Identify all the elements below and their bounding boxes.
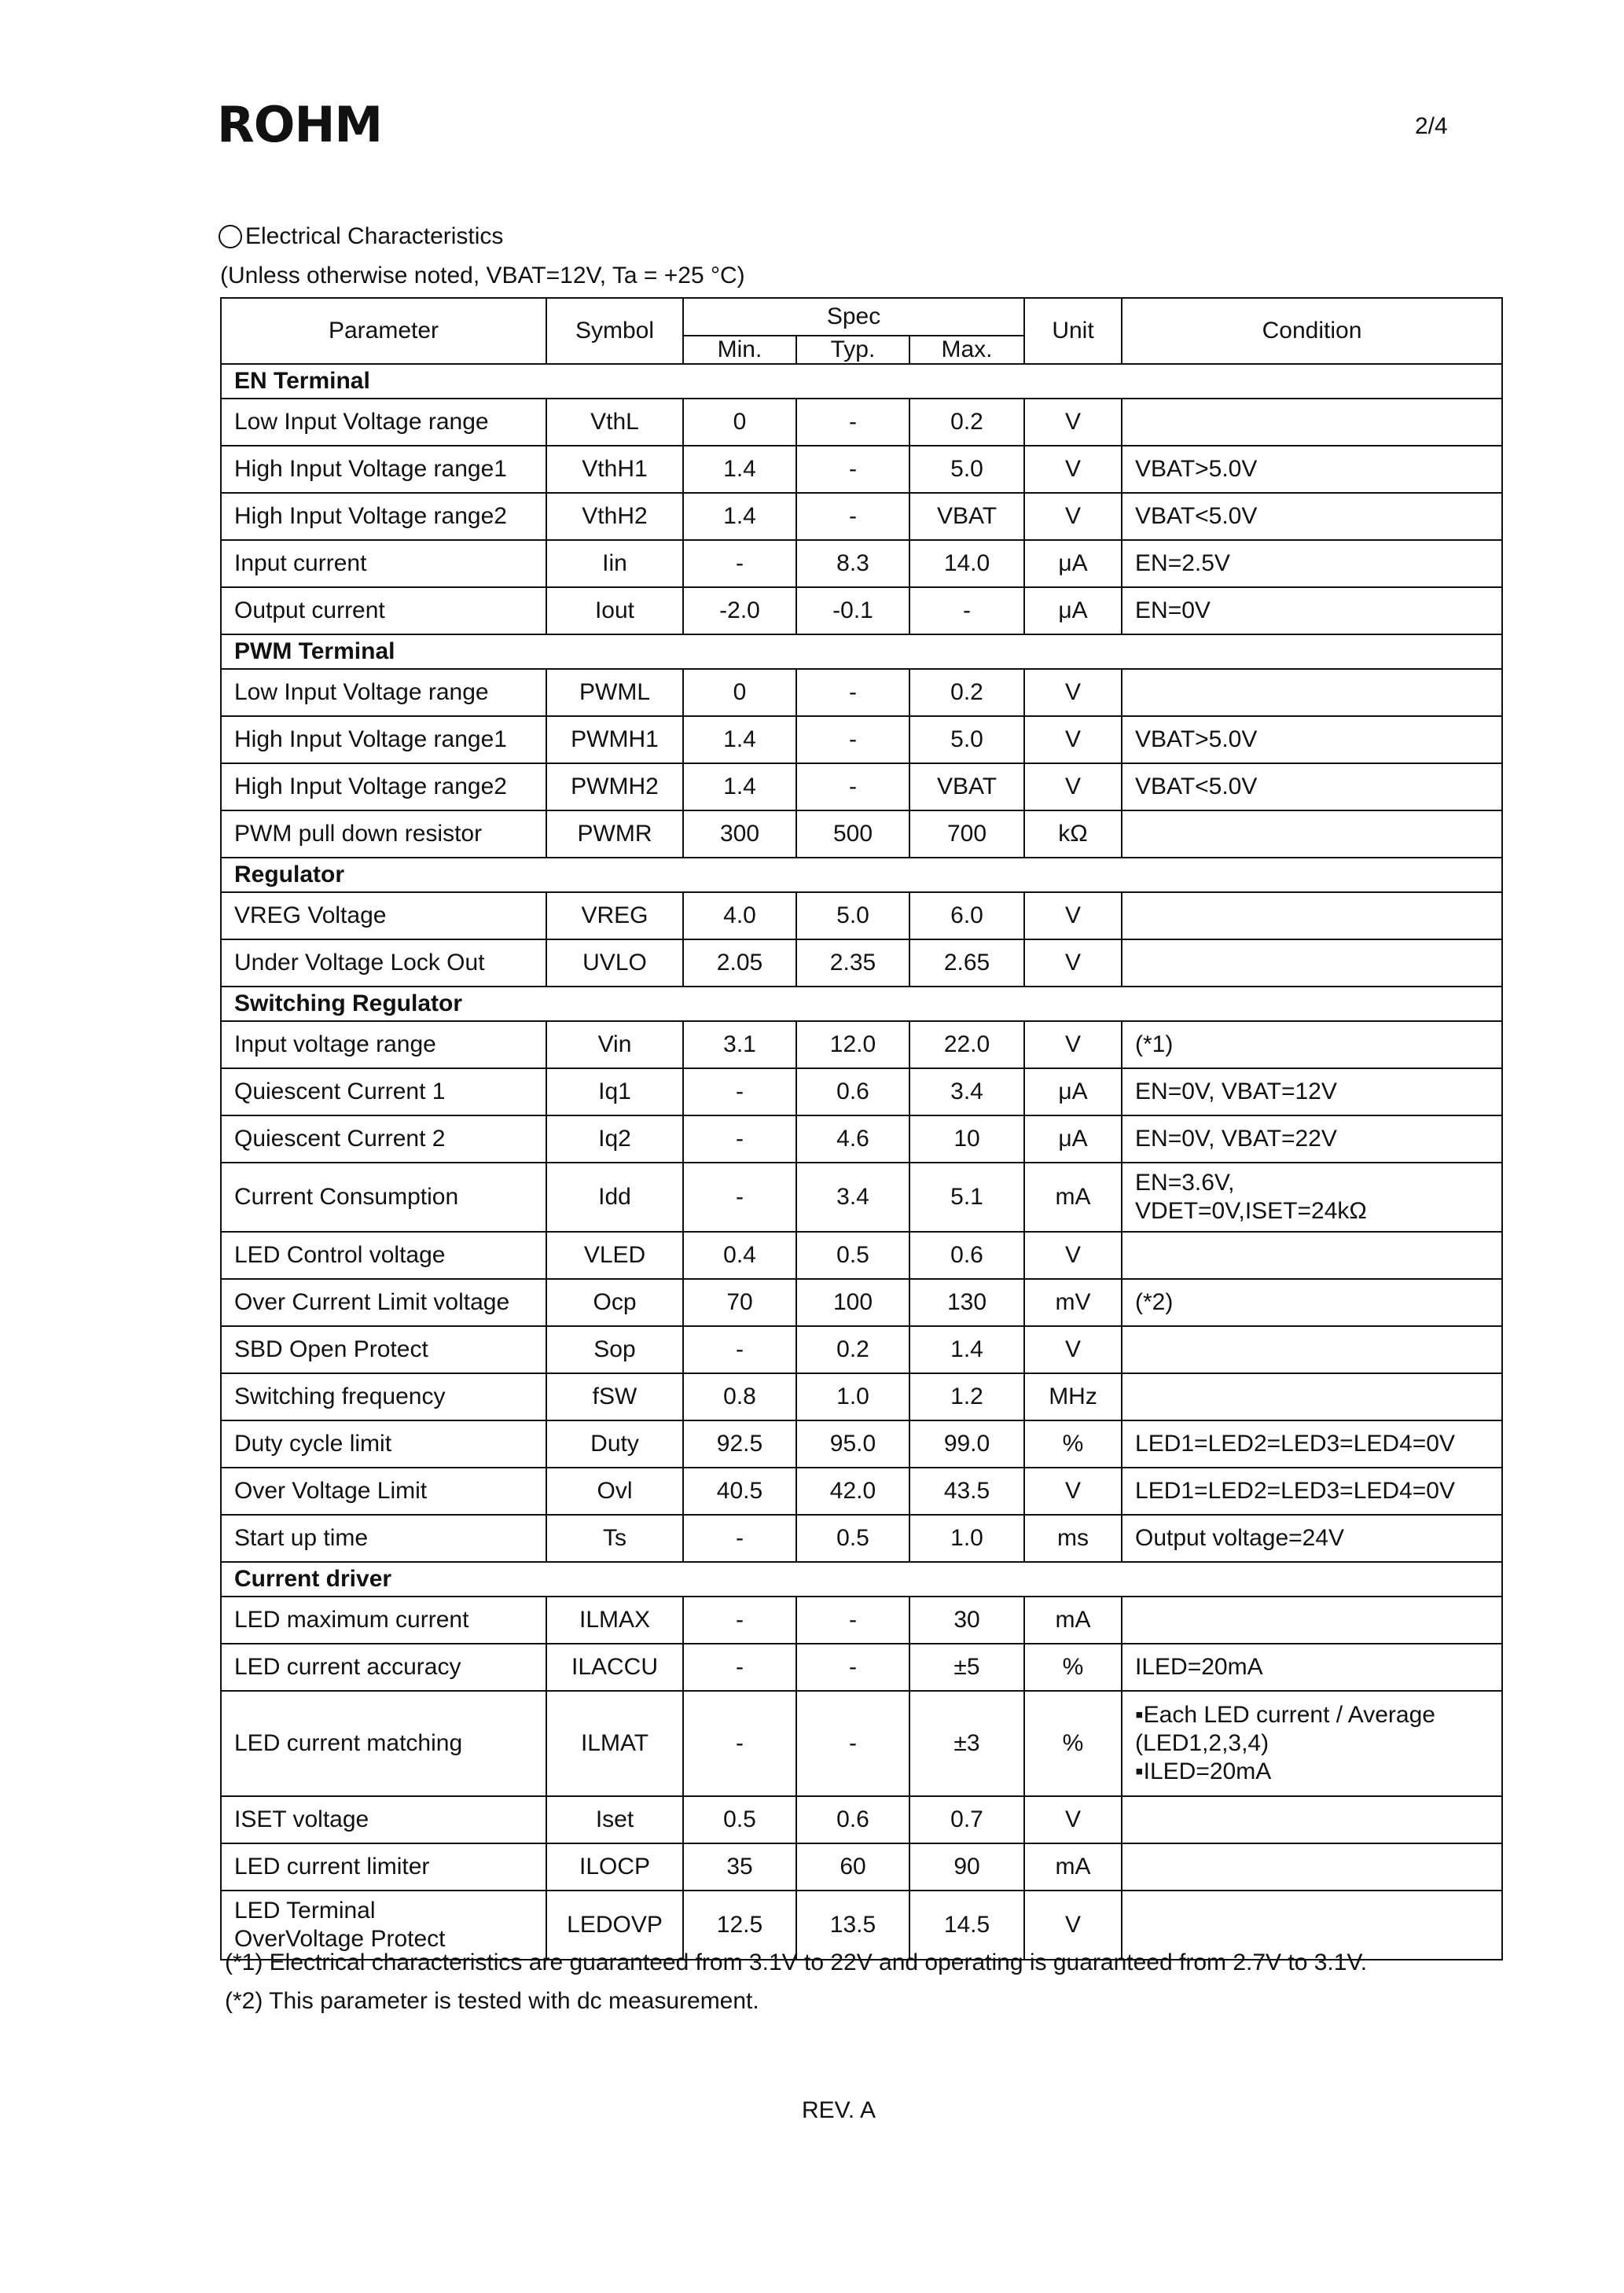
- condition-line: VDET=0V,ISET=24kΩ: [1135, 1198, 1367, 1224]
- cell-condition: [1122, 1796, 1502, 1843]
- cell-parameter: LED current limiter: [221, 1843, 546, 1891]
- cell-condition: [1122, 1691, 1502, 1796]
- cell-symbol: ILACCU: [546, 1644, 683, 1691]
- cell-typ: -: [796, 446, 909, 493]
- cell-parameter: Low Input Voltage range: [221, 399, 546, 446]
- table-row: [221, 399, 1502, 446]
- table-row: [221, 939, 1502, 987]
- cell-typ: 5.0: [796, 892, 909, 939]
- group-title: PWM Terminal: [221, 634, 1502, 669]
- cell-unit: V: [1024, 669, 1122, 716]
- cell-min: -: [683, 1326, 796, 1373]
- group-title: Current driver: [221, 1562, 1502, 1597]
- parameter-line: LED Terminal: [234, 1898, 376, 1924]
- circle-bullet-icon: [219, 225, 242, 248]
- cell-parameter: LED current accuracy: [221, 1644, 546, 1691]
- cell-min: 1.4: [683, 763, 796, 810]
- cell-min: 1.4: [683, 493, 796, 540]
- cell-min: 0: [683, 399, 796, 446]
- header-spec: Spec: [683, 298, 1024, 336]
- cell-symbol: VLED: [546, 1232, 683, 1279]
- group-title: Switching Regulator: [221, 987, 1502, 1021]
- cell-max: 22.0: [909, 1021, 1024, 1068]
- table-row: [221, 810, 1502, 858]
- table-row: [221, 1373, 1502, 1420]
- cell-symbol: Iq1: [546, 1068, 683, 1115]
- cell-symbol: fSW: [546, 1373, 683, 1420]
- cell-parameter: Over Current Limit voltage: [221, 1279, 546, 1326]
- table-row: [221, 763, 1502, 810]
- group-title: Regulator: [221, 858, 1502, 892]
- header-typ: Typ.: [796, 336, 909, 364]
- cell-max: 700: [909, 810, 1024, 858]
- cell-max: 1.2: [909, 1373, 1024, 1420]
- cell-max: 0.2: [909, 399, 1024, 446]
- footnotes: [225, 1943, 1367, 2020]
- cell-max: 5.0: [909, 446, 1024, 493]
- table-row: [221, 493, 1502, 540]
- test-conditions: (Unless otherwise noted, VBAT=12V, Ta = +25 °C): [220, 263, 745, 288]
- cell-min: -2.0: [683, 587, 796, 634]
- cell-min: -: [683, 1597, 796, 1644]
- cell-typ: 2.35: [796, 939, 909, 987]
- footnote-2: (*2) This parameter is tested with dc measurement.: [225, 1988, 759, 2014]
- cell-symbol: ILMAT: [546, 1691, 683, 1796]
- cell-unit: V: [1024, 493, 1122, 540]
- cell-max: 90: [909, 1843, 1024, 1891]
- cell-typ: -: [796, 493, 909, 540]
- cell-typ: 100: [796, 1279, 909, 1326]
- cell-unit: V: [1024, 716, 1122, 763]
- cell-max: 130: [909, 1279, 1024, 1326]
- cell-condition: VBAT<5.0V: [1122, 493, 1502, 540]
- cell-parameter: High Input Voltage range1: [221, 716, 546, 763]
- table-row: [221, 1115, 1502, 1163]
- cell-typ: 8.3: [796, 540, 909, 587]
- condition-line: ▪Each LED current / Average: [1135, 1702, 1435, 1728]
- page-number: 2/4: [1415, 113, 1448, 139]
- cell-max: -: [909, 587, 1024, 634]
- cell-parameter: Input current: [221, 540, 546, 587]
- cell-symbol: Vin: [546, 1021, 683, 1068]
- cell-min: 300: [683, 810, 796, 858]
- cell-parameter: High Input Voltage range1: [221, 446, 546, 493]
- parameter-line: OverVoltage Protect: [234, 1926, 446, 1952]
- cell-typ: -: [796, 669, 909, 716]
- cell-condition: EN=0V, VBAT=22V: [1122, 1115, 1502, 1163]
- cell-unit: %: [1024, 1644, 1122, 1691]
- cell-max: 0.2: [909, 669, 1024, 716]
- cell-parameter: Low Input Voltage range: [221, 669, 546, 716]
- cell-condition: [1122, 892, 1502, 939]
- cell-parameter: Start up time: [221, 1515, 546, 1562]
- table-row: [221, 1468, 1502, 1515]
- cell-symbol: PWMH1: [546, 716, 683, 763]
- group-row: [221, 634, 1502, 669]
- cell-symbol: Duty: [546, 1420, 683, 1468]
- cell-max: 43.5: [909, 1468, 1024, 1515]
- cell-typ: -: [796, 1644, 909, 1691]
- cell-typ: -: [796, 716, 909, 763]
- table-row: [221, 1021, 1502, 1068]
- cell-symbol: Iset: [546, 1796, 683, 1843]
- cell-max: 0.7: [909, 1796, 1024, 1843]
- cell-symbol: ILOCP: [546, 1843, 683, 1891]
- cell-max: 3.4: [909, 1068, 1024, 1115]
- cell-symbol: PWML: [546, 669, 683, 716]
- cell-condition: (*2): [1122, 1279, 1502, 1326]
- cell-min: 35: [683, 1843, 796, 1891]
- cell-max: 6.0: [909, 892, 1024, 939]
- cell-symbol: Sop: [546, 1326, 683, 1373]
- cell-min: 1.4: [683, 446, 796, 493]
- cell-min: 12.5: [683, 1891, 796, 1960]
- table-row: [221, 1691, 1502, 1796]
- cell-unit: mA: [1024, 1163, 1122, 1232]
- cell-symbol: Iin: [546, 540, 683, 587]
- cell-unit: V: [1024, 1796, 1122, 1843]
- cell-symbol: VthH2: [546, 493, 683, 540]
- cell-unit: V: [1024, 399, 1122, 446]
- cell-min: 40.5: [683, 1468, 796, 1515]
- cell-symbol: Ovl: [546, 1468, 683, 1515]
- cell-typ: 0.6: [796, 1068, 909, 1115]
- cell-typ: 4.6: [796, 1115, 909, 1163]
- header-unit: Unit: [1024, 298, 1122, 364]
- cell-max: 5.1: [909, 1163, 1024, 1232]
- group-row: [221, 987, 1502, 1021]
- cell-parameter: Current Consumption: [221, 1163, 546, 1232]
- table-row: [221, 669, 1502, 716]
- cell-condition: VBAT>5.0V: [1122, 446, 1502, 493]
- cell-max: 14.5: [909, 1891, 1024, 1960]
- cell-max: VBAT: [909, 763, 1024, 810]
- cell-min: 1.4: [683, 716, 796, 763]
- cell-typ: 42.0: [796, 1468, 909, 1515]
- cell-typ: -: [796, 763, 909, 810]
- cell-min: -: [683, 1691, 796, 1796]
- cell-unit: V: [1024, 939, 1122, 987]
- cell-max: VBAT: [909, 493, 1024, 540]
- cell-min: -: [683, 1068, 796, 1115]
- cell-typ: -: [796, 1691, 909, 1796]
- group-title: EN Terminal: [221, 364, 1502, 399]
- cell-parameter: Output current: [221, 587, 546, 634]
- cell-max: 2.65: [909, 939, 1024, 987]
- cell-parameter: PWM pull down resistor: [221, 810, 546, 858]
- cell-typ: -: [796, 399, 909, 446]
- cell-unit: %: [1024, 1420, 1122, 1468]
- cell-condition: (*1): [1122, 1021, 1502, 1068]
- group-row: [221, 364, 1502, 399]
- cell-symbol: Iout: [546, 587, 683, 634]
- cell-min: 2.05: [683, 939, 796, 987]
- table-row: [221, 892, 1502, 939]
- cell-condition: [1122, 810, 1502, 858]
- cell-typ: 12.0: [796, 1021, 909, 1068]
- cell-typ: 0.5: [796, 1515, 909, 1562]
- cell-condition: [1122, 1597, 1502, 1644]
- cell-condition: Output voltage=24V: [1122, 1515, 1502, 1562]
- cell-unit: μA: [1024, 1115, 1122, 1163]
- table-row: [221, 587, 1502, 634]
- group-row: [221, 858, 1502, 892]
- cell-min: -: [683, 540, 796, 587]
- cell-symbol: Idd: [546, 1163, 683, 1232]
- cell-unit: mV: [1024, 1279, 1122, 1326]
- cell-typ: -0.1: [796, 587, 909, 634]
- cell-unit: %: [1024, 1691, 1122, 1796]
- cell-min: -: [683, 1115, 796, 1163]
- cell-parameter: Duty cycle limit: [221, 1420, 546, 1468]
- cell-typ: 1.0: [796, 1373, 909, 1420]
- cell-unit: V: [1024, 1232, 1122, 1279]
- cell-parameter: LED current matching: [221, 1691, 546, 1796]
- cell-unit: V: [1024, 1468, 1122, 1515]
- header-parameter: Parameter: [221, 298, 546, 364]
- cell-parameter: Quiescent Current 1: [221, 1068, 546, 1115]
- table-row: [221, 716, 1502, 763]
- table-row: [221, 1163, 1502, 1232]
- cell-condition: ILED=20mA: [1122, 1644, 1502, 1691]
- cell-symbol: PWMH2: [546, 763, 683, 810]
- condition-line: (LED1,2,3,4): [1135, 1730, 1269, 1756]
- cell-max: 99.0: [909, 1420, 1024, 1468]
- cell-symbol: VREG: [546, 892, 683, 939]
- cell-min: -: [683, 1644, 796, 1691]
- cell-unit: V: [1024, 446, 1122, 493]
- cell-condition: [1122, 1163, 1502, 1232]
- cell-min: 4.0: [683, 892, 796, 939]
- section-title: [219, 223, 503, 250]
- cell-symbol: Ocp: [546, 1279, 683, 1326]
- cell-max: 30: [909, 1597, 1024, 1644]
- cell-unit: kΩ: [1024, 810, 1122, 858]
- cell-max: 14.0: [909, 540, 1024, 587]
- group-row: [221, 1562, 1502, 1597]
- cell-condition: [1122, 1373, 1502, 1420]
- table-row: [221, 1420, 1502, 1468]
- cell-typ: 95.0: [796, 1420, 909, 1468]
- cell-symbol: UVLO: [546, 939, 683, 987]
- header-min: Min.: [683, 336, 796, 364]
- table-body: [221, 364, 1502, 1960]
- cell-parameter: Under Voltage Lock Out: [221, 939, 546, 987]
- cell-symbol: Ts: [546, 1515, 683, 1562]
- cell-unit: V: [1024, 1021, 1122, 1068]
- cell-condition: EN=2.5V: [1122, 540, 1502, 587]
- cell-symbol: VthL: [546, 399, 683, 446]
- cell-symbol: Iq2: [546, 1115, 683, 1163]
- cell-unit: mA: [1024, 1843, 1122, 1891]
- revision-label: REV. A: [802, 2097, 876, 2123]
- table-row: [221, 1232, 1502, 1279]
- cell-symbol: LEDOVP: [546, 1891, 683, 1960]
- header-symbol: Symbol: [546, 298, 683, 364]
- cell-typ: 0.2: [796, 1326, 909, 1373]
- cell-unit: μA: [1024, 540, 1122, 587]
- table-row: [221, 1644, 1502, 1691]
- header-condition: Condition: [1122, 298, 1502, 364]
- cell-parameter: Over Voltage Limit: [221, 1468, 546, 1515]
- condition-line: ▪ILED=20mA: [1135, 1758, 1272, 1784]
- cell-condition: VBAT>5.0V: [1122, 716, 1502, 763]
- cell-condition: VBAT<5.0V: [1122, 763, 1502, 810]
- table-row: [221, 1796, 1502, 1843]
- cell-min: 0.4: [683, 1232, 796, 1279]
- cell-condition: [1122, 1232, 1502, 1279]
- cell-typ: -: [796, 1597, 909, 1644]
- cell-unit: V: [1024, 1891, 1122, 1960]
- table-row: [221, 446, 1502, 493]
- cell-min: 0: [683, 669, 796, 716]
- cell-condition: LED1=LED2=LED3=LED4=0V: [1122, 1420, 1502, 1468]
- cell-max: 10: [909, 1115, 1024, 1163]
- cell-condition: [1122, 1326, 1502, 1373]
- cell-min: 92.5: [683, 1420, 796, 1468]
- cell-unit: MHz: [1024, 1373, 1122, 1420]
- cell-min: 3.1: [683, 1021, 796, 1068]
- cell-min: 0.8: [683, 1373, 796, 1420]
- cell-min: 0.5: [683, 1796, 796, 1843]
- cell-min: -: [683, 1163, 796, 1232]
- cell-condition: EN=0V: [1122, 587, 1502, 634]
- cell-symbol: VthH1: [546, 446, 683, 493]
- cell-unit: V: [1024, 892, 1122, 939]
- cell-condition: EN=0V, VBAT=12V: [1122, 1068, 1502, 1115]
- cell-parameter: Input voltage range: [221, 1021, 546, 1068]
- cell-symbol: ILMAX: [546, 1597, 683, 1644]
- cell-unit: V: [1024, 763, 1122, 810]
- table-row: [221, 1515, 1502, 1562]
- cell-condition: LED1=LED2=LED3=LED4=0V: [1122, 1468, 1502, 1515]
- header-row: [221, 298, 1502, 336]
- cell-unit: mA: [1024, 1597, 1122, 1644]
- table-row: [221, 1279, 1502, 1326]
- section-title-text: Electrical Characteristics: [245, 223, 504, 249]
- footnote-1: (*1) Electrical characteristics are guaranteed from 3.1V to 22V and operating is guaranteed from 2.7V to 3.1V.: [225, 1949, 1368, 1975]
- cell-parameter: ISET voltage: [221, 1796, 546, 1843]
- cell-max: 1.4: [909, 1326, 1024, 1373]
- cell-unit: ms: [1024, 1515, 1122, 1562]
- cell-unit: V: [1024, 1326, 1122, 1373]
- table-row: [221, 1326, 1502, 1373]
- cell-min: -: [683, 1515, 796, 1562]
- table-row: [221, 1843, 1502, 1891]
- cell-condition: [1122, 939, 1502, 987]
- cell-max: 5.0: [909, 716, 1024, 763]
- cell-parameter: High Input Voltage range2: [221, 493, 546, 540]
- cell-parameter: Quiescent Current 2: [221, 1115, 546, 1163]
- table-row: [221, 1597, 1502, 1644]
- cell-typ: 3.4: [796, 1163, 909, 1232]
- cell-parameter: LED maximum current: [221, 1597, 546, 1644]
- cell-typ: 60: [796, 1843, 909, 1891]
- condition-line: EN=3.6V,: [1135, 1170, 1235, 1196]
- cell-max: 0.6: [909, 1232, 1024, 1279]
- cell-max: ±3: [909, 1691, 1024, 1796]
- cell-typ: 0.6: [796, 1796, 909, 1843]
- cell-parameter: LED Control voltage: [221, 1232, 546, 1279]
- table-row: [221, 1068, 1502, 1115]
- cell-min: 70: [683, 1279, 796, 1326]
- rohm-logo: ROHM: [217, 96, 383, 153]
- cell-unit: μA: [1024, 1068, 1122, 1115]
- electrical-characteristics-table: [220, 297, 1503, 1960]
- cell-max: ±5: [909, 1644, 1024, 1691]
- cell-typ: 0.5: [796, 1232, 909, 1279]
- cell-unit: μA: [1024, 587, 1122, 634]
- cell-parameter: SBD Open Protect: [221, 1326, 546, 1373]
- cell-condition: [1122, 669, 1502, 716]
- cell-symbol: PWMR: [546, 810, 683, 858]
- cell-parameter: VREG Voltage: [221, 892, 546, 939]
- cell-typ: 13.5: [796, 1891, 909, 1960]
- table-row: [221, 540, 1502, 587]
- header-max: Max.: [909, 336, 1024, 364]
- cell-parameter: Switching frequency: [221, 1373, 546, 1420]
- cell-condition: [1122, 399, 1502, 446]
- cell-parameter: High Input Voltage range2: [221, 763, 546, 810]
- cell-condition: [1122, 1843, 1502, 1891]
- cell-max: 1.0: [909, 1515, 1024, 1562]
- cell-typ: 500: [796, 810, 909, 858]
